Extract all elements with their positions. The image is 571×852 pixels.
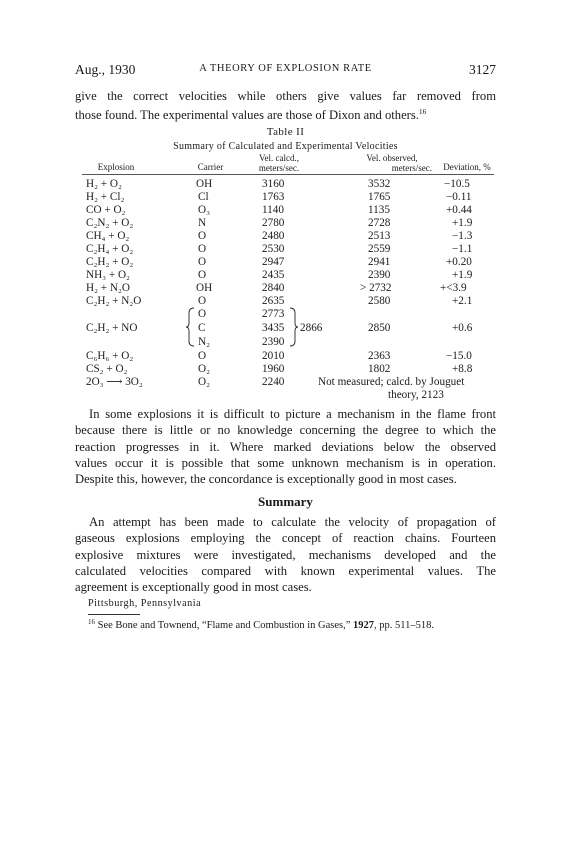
cell-explosion: H₂ + Cl₂ bbox=[86, 191, 125, 203]
cell-calcd: 2010 bbox=[262, 350, 285, 362]
cell-deviation: +<3.9 bbox=[440, 282, 467, 294]
cell-note: Not measured; calcd. by Jouguet bbox=[318, 376, 465, 388]
table-header-rule bbox=[82, 174, 494, 175]
paragraph-line: because there is little or no knowledge concerning the degree to which the bbox=[75, 423, 496, 438]
cell-deviation: +1.9 bbox=[452, 269, 473, 281]
paragraph-line: gaseous explosions employing the concept of reaction chains. Fourteen bbox=[75, 531, 496, 546]
cell-explosion: C₆H₆ + O₂ bbox=[86, 350, 134, 362]
cell-deviation: −15.0 bbox=[446, 350, 472, 362]
article-running-title: A THEORY OF EXPLOSION RATE bbox=[199, 63, 372, 74]
header-explosion: Explosion bbox=[97, 162, 135, 172]
author-location: Pittsburgh, Pennsylvania bbox=[88, 598, 202, 609]
paragraph-line: calculated velocities compared with known experimental values. The bbox=[75, 563, 496, 578]
cell-carrier: O bbox=[198, 350, 207, 362]
cell-explosion: C₂H₂ + O₂ bbox=[86, 256, 134, 268]
cell-observed: 2580 bbox=[368, 295, 391, 307]
paragraph-line: explosive mixtures were investigated, mechanisms developed and the bbox=[75, 547, 496, 562]
paragraph-line: reaction progresses in it. Where marked deviations below the observed bbox=[75, 439, 496, 454]
paragraph-line: give the correct velocities while others give values far removed from bbox=[75, 89, 496, 103]
cell-carrier: C bbox=[198, 322, 206, 334]
cell-carrier: O bbox=[198, 295, 207, 307]
cell-explosion: C₂H₂ + N₂O bbox=[86, 295, 142, 307]
cell-observed: 2513 bbox=[368, 230, 391, 242]
header-line: meters/sec. bbox=[258, 162, 300, 173]
paragraph-line: In some explosions it is difficult to picture a mechanism in the flame front bbox=[89, 407, 496, 421]
cell-explosion: H₂ + O₂ bbox=[86, 178, 122, 190]
cell-observed: 1802 bbox=[368, 363, 391, 375]
header-line: Vel. observed, bbox=[366, 153, 418, 163]
footnote-reference: 16 bbox=[418, 107, 427, 117]
cell-observed: 2941 bbox=[368, 256, 391, 268]
cell-deviation: +0.44 bbox=[446, 204, 472, 216]
intro-paragraph bbox=[75, 88, 496, 124]
table-label: Table II bbox=[266, 126, 305, 138]
footnote-pages: , pp. 511–518. bbox=[374, 620, 435, 631]
cell-observed: 1135 bbox=[368, 204, 390, 216]
cell-calcd: 2773 bbox=[262, 308, 285, 320]
running-head bbox=[75, 62, 496, 78]
cell-explosion: C₂H₂ + NO bbox=[86, 322, 138, 334]
header-vel-observed bbox=[352, 154, 432, 173]
cell-calcd: 2480 bbox=[262, 230, 285, 242]
cell-explosion: NH₃ + O₂ bbox=[86, 269, 130, 281]
cell-calcd: 2390 bbox=[262, 336, 285, 348]
header-carrier: Carrier bbox=[197, 162, 224, 172]
cell-carrier: O bbox=[198, 308, 207, 320]
cell-calcd: 1140 bbox=[262, 204, 284, 216]
table-caption: Summary of Calculated and Experimental Velocities bbox=[173, 141, 398, 152]
cell-carrier: O₂ bbox=[198, 376, 210, 388]
cell-observed: 2559 bbox=[368, 243, 391, 255]
cell-deviation: −0.11 bbox=[446, 191, 472, 203]
cell-explosion: 2O₃ ⟶ 3O₂ bbox=[86, 376, 143, 388]
cell-calcd: 1960 bbox=[262, 363, 285, 375]
cell-calcd: 2530 bbox=[262, 243, 285, 255]
cell-carrier: Cl bbox=[198, 191, 209, 203]
cell-carrier: N bbox=[198, 217, 207, 229]
cell-carrier: N₂ bbox=[198, 336, 210, 348]
cell-calcd: 3435 bbox=[262, 322, 285, 334]
cell-carrier: O₃ bbox=[198, 204, 210, 216]
paragraph-line bbox=[75, 104, 496, 123]
cell-calcd: 2240 bbox=[262, 376, 285, 388]
cell-carrier: O bbox=[198, 230, 207, 242]
cell-calcd-mean: 2866 bbox=[300, 322, 323, 334]
footnote-text: See Bone and Townend, “Flame and Combustion in Gases,” bbox=[97, 620, 354, 631]
paragraph-line-text: those found. The experimental values are those of Dixon and others. bbox=[75, 108, 419, 123]
footnote bbox=[88, 618, 434, 631]
cell-deviation: +8.8 bbox=[452, 363, 473, 375]
cell-calcd: 1763 bbox=[262, 191, 285, 203]
cell-explosion: CH₄ + O₂ bbox=[86, 230, 130, 242]
cell-observed: 2390 bbox=[368, 269, 391, 281]
cell-calcd: 2780 bbox=[262, 217, 285, 229]
footnote-rule bbox=[88, 614, 140, 615]
cell-explosion: H₂ + N₂O bbox=[86, 282, 130, 294]
cell-deviation: +1.9 bbox=[452, 217, 473, 229]
header-vel-calcd bbox=[244, 154, 314, 173]
cell-carrier: O bbox=[198, 256, 207, 268]
summary-paragraph bbox=[75, 514, 496, 595]
cell-calcd: 2840 bbox=[262, 282, 285, 294]
cell-calcd: 2635 bbox=[262, 295, 285, 307]
right-brace-icon bbox=[288, 307, 298, 347]
footnote-year: 1927 bbox=[353, 620, 375, 631]
cell-deviation: +0.20 bbox=[446, 256, 472, 268]
discussion-paragraph bbox=[75, 406, 496, 487]
cell-observed: 2850 bbox=[368, 322, 391, 334]
cell-calcd: 2435 bbox=[262, 269, 285, 281]
cell-carrier: O₂ bbox=[198, 363, 210, 375]
cell-observed: 2363 bbox=[368, 350, 391, 362]
cell-deviation: +2.1 bbox=[452, 295, 473, 307]
cell-explosion: C₂N₂ + O₂ bbox=[86, 217, 134, 229]
left-brace-icon bbox=[186, 307, 196, 347]
cell-explosion: CO + O₂ bbox=[86, 204, 126, 216]
cell-observed: 2728 bbox=[368, 217, 391, 229]
header-line: meters/sec. bbox=[391, 162, 432, 173]
cell-carrier: O bbox=[198, 243, 207, 255]
page-number: 3127 bbox=[469, 62, 496, 77]
cell-calcd: 3160 bbox=[262, 178, 285, 190]
paragraph-line: values occur it is possible that some unknown mechanism is in operation. bbox=[75, 455, 496, 470]
cell-carrier: OH bbox=[196, 178, 213, 190]
footnote-number: 16 bbox=[88, 618, 95, 626]
cell-deviation: +0.6 bbox=[452, 322, 473, 334]
cell-explosion: C₂H₄ + O₂ bbox=[86, 243, 134, 255]
summary-heading: Summary bbox=[258, 494, 313, 509]
paragraph-line: agreement is exceptionally good in most cases. bbox=[75, 580, 312, 595]
cell-calcd: 2947 bbox=[262, 256, 285, 268]
cell-observed: 1765 bbox=[368, 191, 391, 203]
cell-observed: 3532 bbox=[368, 178, 391, 190]
cell-explosion: CS₂ + O₂ bbox=[86, 363, 128, 375]
paragraph-line: Despite this, however, the concordance is exceptionally good in most cases. bbox=[75, 472, 457, 487]
header-deviation: Deviation, % bbox=[443, 162, 491, 172]
paragraph-line: An attempt has been made to calculate the velocity of propagation of bbox=[89, 515, 496, 529]
cell-deviation: −1.1 bbox=[452, 243, 473, 255]
cell-deviation: −1.3 bbox=[452, 230, 473, 242]
cell-carrier: O bbox=[198, 269, 207, 281]
cell-note: theory, 2123 bbox=[388, 389, 444, 401]
cell-carrier: OH bbox=[196, 282, 213, 294]
cell-observed: > 2732 bbox=[360, 282, 392, 294]
cell-deviation: −10.5 bbox=[444, 178, 470, 190]
issue-date: Aug., 1930 bbox=[75, 62, 136, 77]
header-line: Vel. calcd., bbox=[259, 153, 299, 163]
